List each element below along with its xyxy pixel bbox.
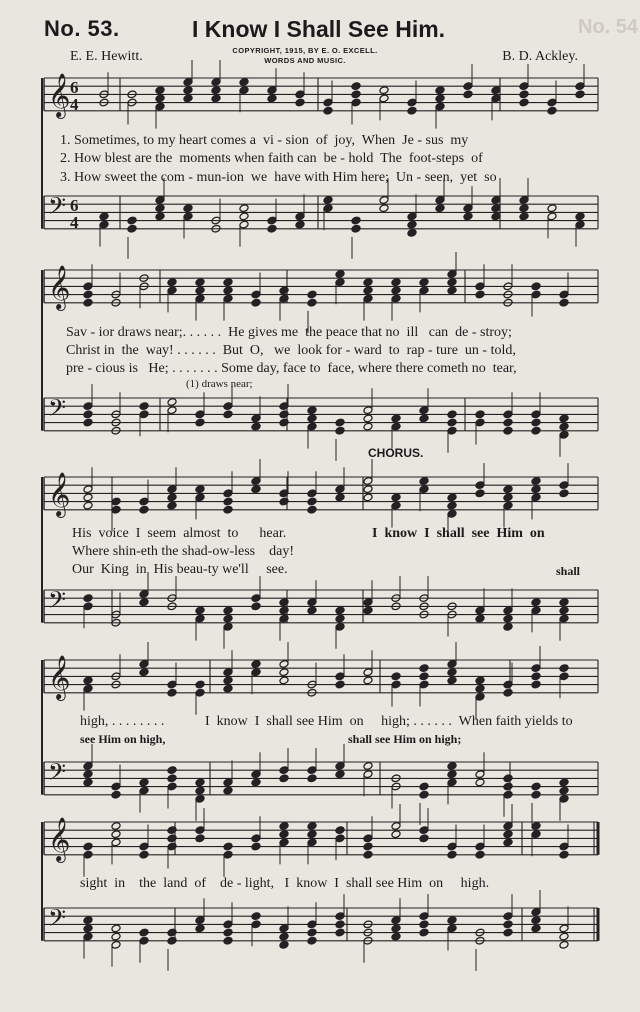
- lyricist: E. E. Hewitt.: [70, 49, 143, 64]
- notehead: [531, 598, 541, 607]
- time-signature-top: 6: [70, 78, 79, 97]
- notehead: [223, 684, 233, 693]
- hymn-number: No. 53.: [44, 16, 120, 41]
- notehead: [363, 606, 373, 615]
- notehead: [447, 418, 457, 427]
- notehead: [83, 410, 93, 419]
- chorus-label: CHORUS.: [368, 446, 424, 460]
- notehead: [419, 414, 429, 423]
- bleed-through-number: No. 54: [578, 16, 639, 38]
- notehead: [195, 418, 205, 427]
- notehead: [503, 928, 513, 937]
- notehead: [279, 774, 289, 783]
- notehead: [379, 204, 389, 213]
- notehead: [503, 688, 513, 697]
- lyric-verse-2-line-1: 2. How blest are the moments when faith can be - hold The foot-steps of: [60, 151, 483, 166]
- notehead: [251, 422, 261, 431]
- notehead: [559, 850, 569, 859]
- notehead: [363, 485, 373, 494]
- notehead: [167, 278, 177, 287]
- notehead: [363, 493, 373, 502]
- notehead: [503, 622, 513, 631]
- notehead: [447, 850, 457, 859]
- lyric-verse-2-line-2: Christ in the way! . . . . . . But O, we look for - ward to rap - ture un - told,: [66, 343, 516, 358]
- notehead: [335, 606, 345, 615]
- notehead: [167, 398, 177, 407]
- notehead: [503, 774, 513, 783]
- notehead: [307, 936, 317, 945]
- notehead: [363, 850, 373, 859]
- notehead: [83, 501, 93, 510]
- notehead: [223, 497, 233, 506]
- notehead: [503, 493, 513, 502]
- notehead: [519, 90, 529, 99]
- notehead: [559, 940, 569, 949]
- bass-clef-icon: 𝄢: [48, 758, 67, 791]
- bass-clef-icon: 𝄢: [48, 394, 67, 427]
- notehead: [351, 216, 361, 225]
- bass-clef-icon: 𝄢: [48, 904, 67, 937]
- treble-clef-icon: 𝄞: [48, 655, 71, 699]
- notehead: [335, 426, 345, 435]
- notehead: [531, 426, 541, 435]
- notehead: [391, 932, 401, 941]
- notehead: [447, 410, 457, 419]
- notehead: [251, 298, 261, 307]
- notehead: [155, 204, 165, 213]
- notehead: [531, 680, 541, 689]
- notehead: [475, 489, 485, 498]
- notehead: [559, 778, 569, 787]
- notehead: [223, 614, 233, 623]
- notehead: [167, 766, 177, 775]
- notehead: [419, 920, 429, 929]
- notehead: [407, 220, 417, 229]
- notehead: [111, 932, 121, 941]
- treble-clef-icon: 𝄞: [48, 265, 71, 309]
- notehead: [335, 770, 345, 779]
- notehead: [447, 916, 457, 925]
- notehead: [559, 606, 569, 615]
- notehead: [363, 278, 373, 287]
- notehead: [531, 672, 541, 681]
- footnote: (1) draws near;: [186, 378, 253, 390]
- notehead: [503, 782, 513, 791]
- notehead: [391, 672, 401, 681]
- notehead: [419, 790, 429, 799]
- notehead: [475, 676, 485, 685]
- time-signature-top: 6: [70, 196, 79, 215]
- notehead: [419, 477, 429, 486]
- notehead: [363, 762, 373, 771]
- notehead: [83, 924, 93, 933]
- notehead: [475, 778, 485, 787]
- notehead: [351, 90, 361, 99]
- notehead: [183, 86, 193, 95]
- notehead: [223, 936, 233, 945]
- notehead: [307, 406, 317, 415]
- notehead: [575, 90, 585, 99]
- notehead: [419, 834, 429, 843]
- notehead: [363, 286, 373, 295]
- notehead: [519, 204, 529, 213]
- notehead: [239, 212, 249, 221]
- notehead: [83, 594, 93, 603]
- notehead: [531, 924, 541, 933]
- notehead: [503, 418, 513, 427]
- notehead: [419, 672, 429, 681]
- chorus-lyric-3: sight in the land of de - light, I know I shall see Him on high.: [80, 876, 490, 891]
- notehead: [531, 916, 541, 925]
- notehead: [351, 82, 361, 91]
- notehead: [223, 928, 233, 937]
- notehead: [127, 216, 137, 225]
- notehead: [531, 790, 541, 799]
- notehead: [167, 493, 177, 502]
- notehead: [167, 688, 177, 697]
- notehead: [139, 505, 149, 514]
- notehead: [83, 770, 93, 779]
- lyric-verse-1-line-1: 1. Sometimes, to my heart comes a vi - sion of joy, When Je - sus my: [60, 133, 469, 148]
- notehead: [239, 204, 249, 213]
- bass-echo-2: shall see Him on high;: [348, 732, 462, 746]
- notehead: [351, 224, 361, 233]
- notehead: [195, 485, 205, 494]
- notehead: [83, 676, 93, 685]
- notehead: [223, 786, 233, 795]
- notehead: [155, 86, 165, 95]
- notehead: [335, 270, 345, 279]
- notehead: [307, 774, 317, 783]
- notehead: [195, 786, 205, 795]
- notehead: [559, 664, 569, 673]
- notehead: [211, 86, 221, 95]
- notehead: [463, 90, 473, 99]
- notehead: [111, 924, 121, 933]
- notehead: [419, 782, 429, 791]
- notehead: [223, 286, 233, 295]
- notehead: [519, 98, 529, 107]
- composer: B. D. Ackley.: [502, 49, 578, 64]
- notehead: [547, 204, 557, 213]
- notehead: [519, 212, 529, 221]
- notehead: [139, 402, 149, 411]
- notehead: [335, 920, 345, 929]
- notehead: [463, 212, 473, 221]
- time-signature-bottom: 4: [70, 213, 79, 232]
- notehead: [295, 220, 305, 229]
- notehead: [559, 598, 569, 607]
- notehead: [419, 664, 429, 673]
- notehead: [475, 850, 485, 859]
- notehead: [407, 228, 417, 237]
- notehead: [111, 830, 121, 839]
- notehead: [335, 680, 345, 689]
- chorus-lyric-2b: I know I shall see Him on high; . . . . . . When faith yields to: [205, 714, 573, 729]
- notehead: [323, 196, 333, 205]
- notehead: [195, 680, 205, 689]
- notehead: [447, 493, 457, 502]
- notehead: [195, 286, 205, 295]
- notehead: [251, 602, 261, 611]
- notehead: [419, 928, 429, 937]
- notehead: [391, 493, 401, 502]
- notehead: [363, 842, 373, 851]
- notehead: [167, 501, 177, 510]
- notehead: [307, 830, 317, 839]
- notehead: [391, 286, 401, 295]
- notehead: [559, 786, 569, 795]
- notehead: [335, 418, 345, 427]
- notehead: [83, 298, 93, 307]
- notehead: [391, 924, 401, 933]
- notehead: [167, 936, 177, 945]
- notehead: [99, 212, 109, 221]
- notehead: [447, 286, 457, 295]
- bass-clef-icon: 𝄢: [48, 192, 67, 225]
- notehead: [447, 668, 457, 677]
- notehead: [251, 912, 261, 921]
- treble-clef-icon: 𝄞: [48, 73, 71, 117]
- notehead: [503, 614, 513, 623]
- bass-clef-icon: 𝄢: [48, 586, 67, 619]
- notehead: [195, 834, 205, 843]
- notehead: [503, 830, 513, 839]
- notehead: [559, 932, 569, 941]
- notehead: [295, 98, 305, 107]
- notehead: [279, 830, 289, 839]
- notehead: [475, 684, 485, 693]
- notehead: [239, 78, 249, 87]
- notehead: [307, 414, 317, 423]
- notehead: [83, 290, 93, 299]
- notehead: [307, 505, 317, 514]
- notehead: [363, 676, 373, 685]
- lyric-verse-2-line-3: Where shin-eth the shad-ow-less day!: [72, 544, 294, 559]
- notehead: [195, 924, 205, 933]
- notehead: [223, 410, 233, 419]
- notehead: [139, 598, 149, 607]
- notehead: [279, 676, 289, 685]
- notehead: [279, 668, 289, 677]
- notehead: [167, 774, 177, 783]
- notehead: [335, 928, 345, 937]
- lyric-verse-3-line-1: 3. How sweet the com - mun-ion we have with Him here; Un - seen, yet so: [60, 170, 497, 185]
- notehead: [251, 842, 261, 851]
- hymn-title: I Know I Shall See Him.: [192, 16, 446, 42]
- notehead: [559, 422, 569, 431]
- notehead: [447, 278, 457, 287]
- notehead: [307, 822, 317, 831]
- notehead: [307, 290, 317, 299]
- notehead: [419, 278, 429, 287]
- notehead: [559, 298, 569, 307]
- notehead: [251, 778, 261, 787]
- notehead: [559, 414, 569, 423]
- notehead: [251, 660, 261, 669]
- notehead: [391, 278, 401, 287]
- words-music-line: WORDS AND MUSIC.: [264, 56, 346, 65]
- notehead: [531, 418, 541, 427]
- notehead: [475, 410, 485, 419]
- notehead: [335, 826, 345, 835]
- notehead: [323, 106, 333, 115]
- notehead: [155, 94, 165, 103]
- notehead: [391, 830, 401, 839]
- notehead: [211, 94, 221, 103]
- notehead: [267, 94, 277, 103]
- copyright-line: COPYRIGHT, 1915, BY E. O. EXCELL.: [232, 46, 378, 55]
- notehead: [531, 477, 541, 486]
- notehead: [83, 842, 93, 851]
- notehead: [475, 290, 485, 299]
- lyric-verse-3-line-2: pre - cious is He; . . . . . . . Some day, face to face, where there cometh no tear,: [66, 361, 517, 376]
- notehead: [435, 86, 445, 95]
- notehead: [195, 606, 205, 615]
- notehead: [279, 932, 289, 941]
- lyric-verse-3-line-3: Our King in His beau-ty we'll see.: [72, 562, 288, 577]
- notehead: [447, 676, 457, 685]
- notehead: [155, 212, 165, 221]
- notehead: [447, 501, 457, 510]
- bass-echo-shall: shall: [556, 564, 581, 578]
- notehead: [139, 778, 149, 787]
- notehead: [83, 916, 93, 925]
- notehead: [139, 850, 149, 859]
- notehead: [407, 106, 417, 115]
- bass-echo-1: see Him on high,: [80, 732, 166, 746]
- lyric-verse-1-line-2: Sav - ior draws near;. . . . . . He gives me the peace that no ill can de - stroy;: [66, 325, 512, 340]
- notehead: [503, 426, 513, 435]
- notehead: [279, 822, 289, 831]
- notehead: [307, 606, 317, 615]
- time-signature-bottom: 4: [70, 95, 79, 114]
- notehead: [267, 224, 277, 233]
- notehead: [223, 278, 233, 287]
- notehead: [363, 414, 373, 423]
- notehead: [83, 778, 93, 787]
- notehead: [83, 493, 93, 502]
- notehead: [503, 485, 513, 494]
- notehead: [447, 762, 457, 771]
- notehead: [575, 212, 585, 221]
- notehead: [111, 790, 121, 799]
- notehead: [475, 614, 485, 623]
- treble-clef-icon: 𝄞: [48, 472, 71, 516]
- notehead: [307, 497, 317, 506]
- notehead: [223, 676, 233, 685]
- notehead: [223, 606, 233, 615]
- notehead: [503, 920, 513, 929]
- notehead: [435, 204, 445, 213]
- notehead: [307, 928, 317, 937]
- notehead: [83, 418, 93, 427]
- notehead: [223, 842, 233, 851]
- notehead: [391, 414, 401, 423]
- notehead: [223, 505, 233, 514]
- notehead: [559, 489, 569, 498]
- notehead: [183, 94, 193, 103]
- notehead: [335, 493, 345, 502]
- notehead: [195, 278, 205, 287]
- notehead: [111, 822, 121, 831]
- notehead: [547, 106, 557, 115]
- notehead: [139, 928, 149, 937]
- treble-clef-icon: 𝄞: [48, 817, 71, 861]
- notehead: [307, 298, 317, 307]
- notehead: [435, 94, 445, 103]
- notehead: [195, 778, 205, 787]
- notehead: [251, 485, 261, 494]
- notehead: [531, 282, 541, 291]
- notehead: [379, 86, 389, 95]
- chorus-lyric-2a: high, . . . . . . . .: [80, 714, 165, 729]
- lyric-verse-1-line-3: His voice I seem almost to hear.: [72, 526, 287, 541]
- notehead: [127, 224, 137, 233]
- notehead: [531, 485, 541, 494]
- notehead: [447, 770, 457, 779]
- notehead: [335, 614, 345, 623]
- notehead: [363, 422, 373, 431]
- notehead: [139, 668, 149, 677]
- notehead: [531, 782, 541, 791]
- notehead: [503, 838, 513, 847]
- notehead: [183, 204, 193, 213]
- chorus-lyric-1: I know I shall see Him on: [372, 526, 545, 541]
- notehead: [279, 940, 289, 949]
